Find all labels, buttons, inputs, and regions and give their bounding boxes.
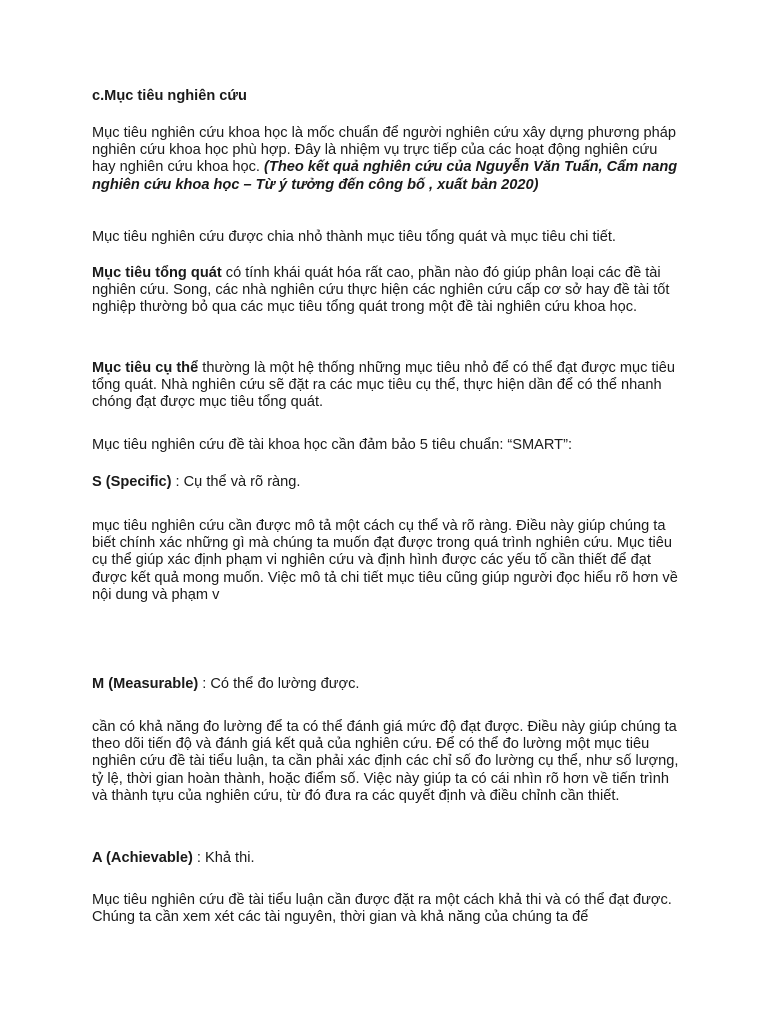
specific-goal-paragraph — [92, 360, 684, 412]
s-criterion-heading — [92, 474, 684, 491]
s-criterion-desc: : Cụ thể và rõ ràng. — [171, 474, 301, 490]
a-criterion-body: Mục tiêu nghiên cứu đề tài tiểu luận cần được đặt ra một cách khả thi và có thể đạt được. Chúng ta cần xem xét các tài nguyên, thời gian và khả năng của chúng ta để — [92, 892, 672, 926]
smart-intro-paragraph: Mục tiêu nghiên cứu đề tài khoa học cần đảm bảo 5 tiêu chuẩn: “SMART”: — [92, 437, 573, 453]
a-criterion-heading — [92, 850, 684, 867]
m-criterion-body: cần có khả năng đo lường để ta có thể đánh giá mức độ đạt được. Điều này giúp chúng ta theo dõi tiến độ và đánh giá kết quả của nghiên cứu. Để có thể đo lường một mục tiêu nghiên cứu đề tài tiểu luận, ta cần phải xác định các chỉ số đo lường cụ thể, như số lượng, tỷ lệ, thời gian hoàn thành, hoặc điểm số. Việc này giúp ta có cái nhìn rõ hơn về tiến trình và thành tựu của nghiên cứu, từ đó đưa ra các quyết định và điều chỉnh cần thiết. — [92, 719, 679, 804]
intro-paragraph — [92, 125, 684, 194]
general-goal-paragraph — [92, 265, 684, 317]
specific-goal-term: Mục tiêu cụ thể — [92, 360, 199, 376]
general-goal-text: có tính khái quát hóa rất cao, phần nào đó giúp phân loại các đề tài nghiên cứu. Song, các nhà nghiên cứu thực hiện các nghiên cứu cấp cơ sở hay đề tài tốt nghiệp thường bỏ qua các mục tiêu tổng quát trong một đề tài nghiên cứu khoa học. — [92, 265, 670, 316]
a-criterion-desc: : Khả thi. — [192, 850, 255, 866]
s-criterion-body: mục tiêu nghiên cứu cần được mô tả một cách cụ thể và rõ ràng. Điều này giúp chúng ta biết chính xác những gì mà chúng ta muốn đạt được trong quá trình nghiên cứu. Mục tiêu cụ thể giúp xác định phạm vi nghiên cứu và định hình được các yếu tố cần thiết để đạt được kết quả mong muốn. Việc mô tả chi tiết mục tiêu cũng giúp người đọc hiểu rõ hơn về nội dung và phạm v — [92, 518, 678, 603]
s-criterion-label: S (Specific) — [92, 474, 172, 490]
intro-text: Mục tiêu nghiên cứu khoa học là mốc chuẩn để người nghiên cứu xây dựng phương pháp nghiên cứu khoa học phù hợp. Đây là nhiệm vụ trực tiếp của các hoạt động nghiên cứu hay nghiên cứu khoa học. — [92, 125, 676, 176]
specific-goal-text: thường là một hệ thống những mục tiêu nhỏ để có thể đạt được mục tiêu tổng quát. Nhà nghiên cứu sẽ đặt ra các mục tiêu cụ thể, thực hiện dần để có thể nhanh chóng đạt được mục tiêu tổng quát. — [92, 360, 676, 411]
a-criterion-label: A (Achievable) — [92, 850, 193, 866]
m-criterion-label: M (Measurable) — [92, 676, 199, 692]
m-criterion-heading — [92, 676, 684, 693]
intro-citation: (Theo kết quả nghiên cứu của Nguyễn Văn Tuấn, Cẩm nang nghiên cứu khoa học – Từ ý tưởng đến công bố , xuất bản 2020) — [92, 159, 678, 193]
general-goal-term: Mục tiêu tổng quát — [92, 265, 222, 281]
section-heading: c.Mục tiêu nghiên cứu — [92, 88, 247, 104]
split-paragraph: Mục tiêu nghiên cứu được chia nhỏ thành mục tiêu tổng quát và mục tiêu chi tiết. — [92, 229, 616, 245]
m-criterion-desc: : Có thể đo lường được. — [198, 676, 360, 692]
